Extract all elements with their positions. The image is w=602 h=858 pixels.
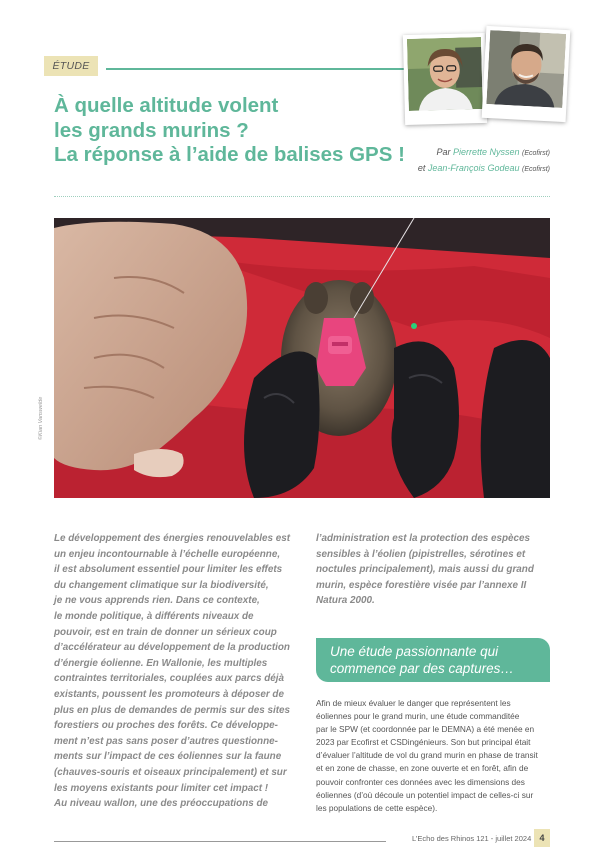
intro-line: forestiers ou proches des forêts. Ce développe- (54, 720, 278, 732)
body-line: éoliennes (d’où découle un potentiel impact de celles-ci sur (316, 789, 534, 800)
dotted-separator (54, 196, 550, 197)
bat-gps-photo (54, 218, 550, 498)
intro-line: d’énergie éolienne. En Wallonie, les multiples (54, 657, 268, 669)
body-line: et en zone de chasse, en zone ouverte et en forêt, afin de (316, 763, 529, 774)
intro-line: (chauves-souris et oiseaux principalement) et sur (54, 766, 287, 778)
bat-with-gps-tag-image (54, 218, 550, 498)
intro-line: un enjeu incontournable à l’échelle européenne, (54, 548, 281, 560)
footer-rule (54, 841, 386, 842)
intro-line: ments sur l’impact de ces éoliennes sur la faune (54, 751, 282, 763)
page-number: 4 (534, 829, 550, 847)
body-line: pouvoir confronter ces données avec les dimensions des (316, 776, 525, 787)
intro-line: l’administration est la protection des espèces (316, 533, 531, 544)
intro-line: je ne vous apprends rien. Dans ce contexte, (54, 595, 260, 607)
intro-line: Natura 2000. (316, 595, 375, 607)
author-photo-pierrette (403, 33, 487, 125)
title-line: les grands murins ? (54, 118, 249, 142)
section-body (316, 697, 550, 815)
intro-line: contraintes territoriales, couplées aux parcs déjà (54, 673, 284, 685)
intro-column-left (54, 531, 290, 812)
author-affiliation: (Ecofirst) (522, 150, 550, 157)
byline-prefix: et (417, 163, 428, 173)
author-name: Jean-François Godeau (427, 163, 520, 173)
byline-line-2 (418, 161, 550, 177)
intro-line: Le développement des énergies renouvelables est (54, 533, 290, 544)
intro-line: Au niveau wallon, une des préoccupations de (54, 798, 269, 810)
header-rule (106, 68, 406, 70)
intro-line: existants, poussent les promoteurs à déposer de (54, 688, 284, 700)
byline-prefix: Par (436, 147, 453, 157)
photo-credit: ©Kian Vanswelde (38, 396, 44, 440)
section-heading-line: Une étude passionnante qui (330, 644, 499, 659)
title-line: À quelle altitude volent (54, 94, 279, 117)
section-tag-label: ÉTUDE (44, 56, 98, 76)
intro-line: sensibles à l’éolien (pipistrelles, sérotines et (316, 548, 526, 560)
section-heading-line: commence par des captures… (330, 661, 514, 676)
body-line: Afin de mieux évaluer le danger que représentent les (316, 698, 511, 708)
byline-line-1 (418, 145, 550, 161)
author-name: Pierrette Nyssen (452, 147, 520, 157)
body-line: d’évaluer l’altitude de vol du grand murin en phase de transit (316, 750, 538, 761)
intro-line: le monde politique, à différents niveaux de (54, 610, 254, 622)
body-line: éoliennes pour le grand murin, une étude commanditée (316, 711, 520, 722)
byline (418, 145, 550, 177)
intro-line: murin, espèce forestière visée par l’annexe II (316, 579, 527, 591)
section-heading (316, 638, 550, 682)
intro-line: noctules principalement), mais aussi du grand (316, 564, 534, 576)
title-line: La réponse à l’aide de balises GPS ! (54, 143, 405, 166)
author-affiliation: (Ecofirst) (522, 166, 550, 173)
intro-line: d’accélérateur au développement de la production (54, 642, 290, 654)
intro-line: il est absolument essentiel pour limiter les effets (54, 564, 283, 576)
intro-line: du changement climatique sur la biodiversité, (54, 579, 269, 591)
body-line: les populations de cette espèce). (316, 802, 438, 813)
footer-publication: L’Echo des Rhinos 121 - juillet 2024 (412, 834, 532, 843)
intro-line: ment n’est pas sans poser d’autres questionne- (54, 735, 278, 747)
intro-line: les moyens existants pour limiter cet impact ! (54, 782, 269, 794)
portrait-man-image (486, 30, 566, 108)
intro-line: pouvoir, est en train de donner un sérieux coup (54, 626, 277, 638)
intro-column-right (316, 531, 552, 609)
body-line: 2023 par Ecofirst et CSDingénieurs. Son but principal était (316, 737, 531, 748)
portrait-woman-image (407, 37, 483, 111)
intro-line: plus en plus de demandes de permis sur des sites (54, 704, 290, 716)
article-title (54, 94, 414, 168)
body-line: par le SPW (et coordonnée par le DEMNA) a été menée en (316, 724, 535, 735)
author-photo-jean-francois (482, 26, 571, 122)
